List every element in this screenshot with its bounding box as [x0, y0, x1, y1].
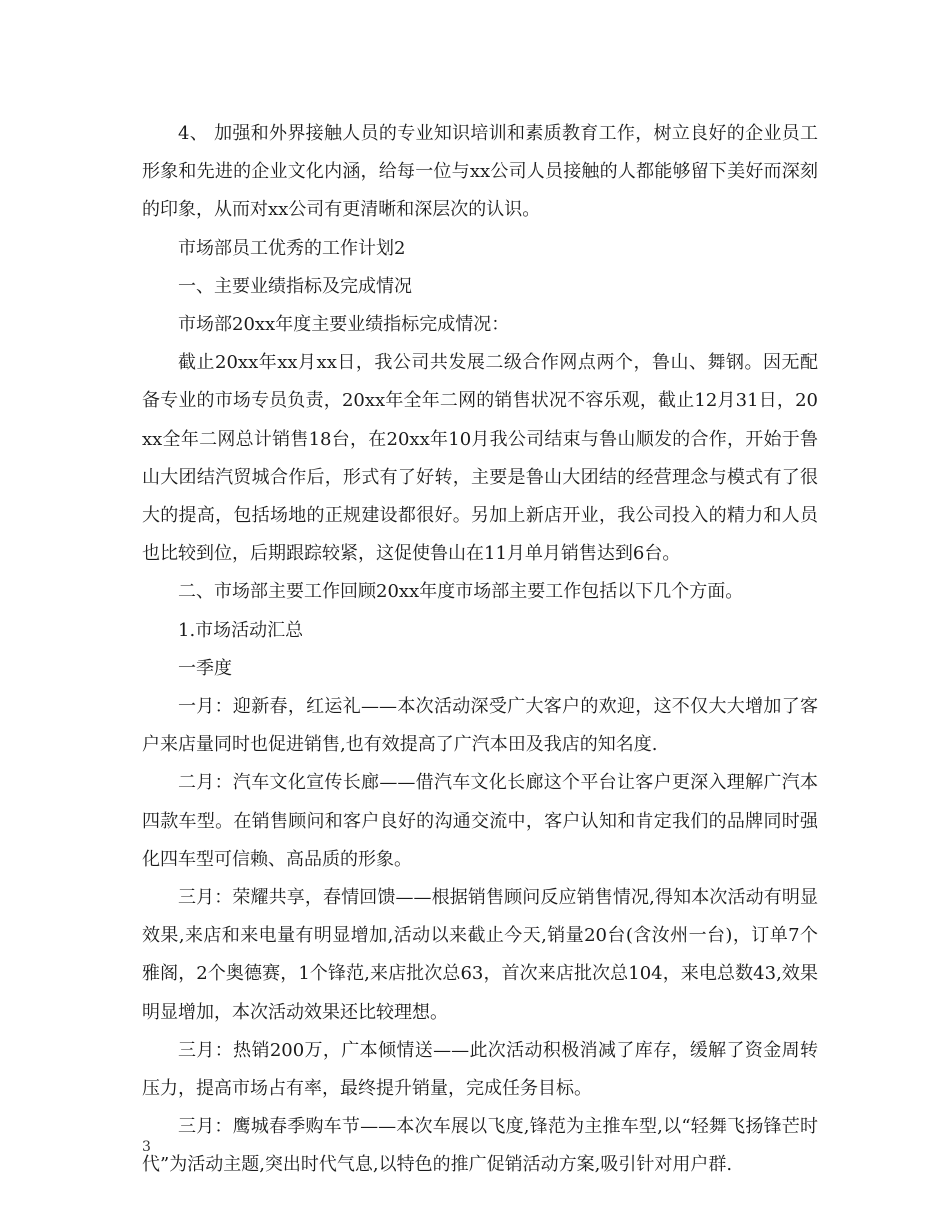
- document-body: [142, 115, 818, 1185]
- heading-market-activities: 1.市场活动汇总: [178, 619, 304, 641]
- paragraph-february-activity: 二月：汽车文化宣传长廊——借汽车文化长廊这个平台让客户更深入理解广汽本四款车型。在销售顾问和客户良好的沟通交流中，客户认知和肯定我们的品牌同时强化四车型可信赖、高品质的形象。: [142, 772, 818, 870]
- heading-first-quarter: 一季度: [178, 657, 232, 679]
- page-number: 3: [142, 1139, 151, 1155]
- section-title-work-plan-2: 市场部员工优秀的工作计划2: [178, 237, 406, 259]
- paragraph-indicator-intro: 市场部20xx年度主要业绩指标完成情况：: [178, 314, 510, 336]
- paragraph-january-activity: 一月：迎新春，红运礼——本次活动深受广大客户的欢迎，这不仅大大增加了客户来店量同时也促进销售,也有效提高了广汽本田及我店的知名度.: [142, 696, 818, 756]
- heading-performance-indicators: 一、主要业绩指标及完成情况: [178, 275, 412, 297]
- paragraph-training-item-4: 4、 加强和外界接触人员的专业知识培训和素质教育工作，树立良好的企业员工形象和先进的企业文化内涵，给每一位与xx公司人员接触的人都能够留下美好而深刻的印象，从而对xx公司有更清晰和深层次的认识。: [142, 123, 818, 221]
- paragraph-dealer-network: 截止20xx年xx月xx日，我公司共发展二级合作网点两个，鲁山、舞钢。因无配备专业的市场专员负责，20xx年全年二网的销售状况不容乐观，截止12月31日，20xx全年二网总计销售18台，在20xx年10月我公司结束与鲁山顺发的合作，开始于鲁山大团结汽贸城合作后，形式有了好转，主要是鲁山大团结的经营理念与模式有了很大的提高，包括场地的正规建设都很好。另加上新店开业，我公司投入的精力和人员也比较到位，后期跟踪较紧，这促使鲁山在11月单月销售达到6台。: [142, 352, 818, 565]
- heading-work-review: 二、市场部主要工作回顾20xx年度市场部主要工作包括以下几个方面。: [178, 581, 744, 603]
- paragraph-march-activity-2: 三月：热销200万，广本倾情送——此次活动积极消减了库存，缓解了资金周转压力，提高市场占有率，最终提升销量，完成任务目标。: [142, 1039, 818, 1100]
- paragraph-march-activity-3: 三月：鹰城春季购车节——本次车展以飞度,锋范为主推车型,以“轻舞飞扬锋芒时代”为活动主题,突出时代气息,以特色的推广促销活动方案,吸引针对用户群.: [142, 1116, 818, 1176]
- paragraph-march-activity-1: 三月：荣耀共享，春情回馈——根据销售顾问反应销售情况,得知本次活动有明显效果,来店和来电量有明显增加,活动以来截止今天,销量20台(含汝州一台)，订单7个雅阁，2个奥德赛，1个锋范,来店批次总63，首次来店批次总104，来电总数43,效果明显增加，本次活动效果还比较理想。: [142, 887, 818, 1023]
